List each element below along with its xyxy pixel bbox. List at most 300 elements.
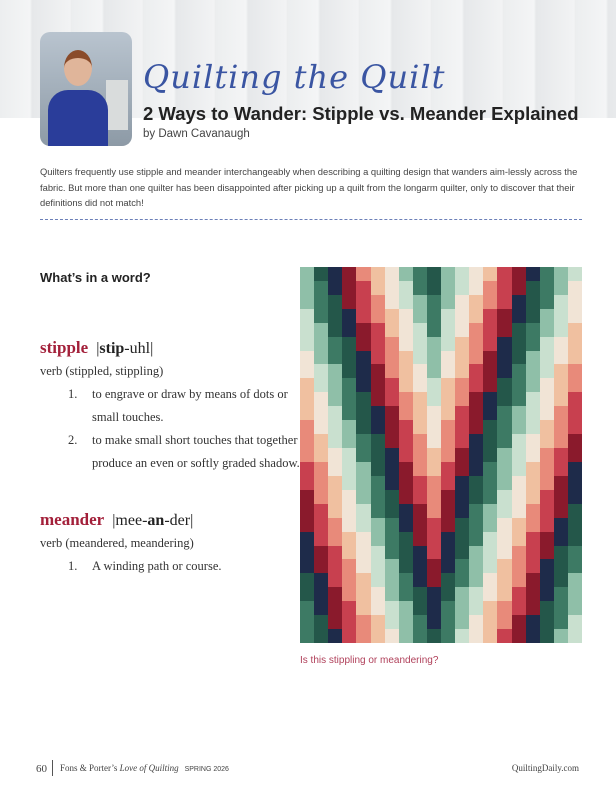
quilt-block <box>540 546 554 560</box>
quilt-block <box>554 309 568 323</box>
quilt-block <box>455 267 469 281</box>
quilt-block <box>483 351 497 365</box>
quilt-block <box>497 573 511 587</box>
quilt-block <box>385 323 399 337</box>
quilt-block <box>399 587 413 601</box>
quilt-block <box>483 295 497 309</box>
quilt-block <box>554 587 568 601</box>
quilt-block <box>399 546 413 560</box>
quilt-block <box>441 559 455 573</box>
quilt-block <box>554 546 568 560</box>
quilt-block <box>526 448 540 462</box>
quilt-block <box>455 309 469 323</box>
quilt-block <box>540 518 554 532</box>
quilt-block <box>568 337 582 351</box>
quilt-block <box>342 378 356 392</box>
quilt-block <box>512 267 526 281</box>
quilt-block <box>314 351 328 365</box>
quilt-block <box>483 546 497 560</box>
quilt-block <box>441 392 455 406</box>
quilt-block <box>385 462 399 476</box>
quilt-block <box>483 434 497 448</box>
quilt-block <box>328 573 342 587</box>
quilt-block <box>512 476 526 490</box>
quilt-block <box>413 364 427 378</box>
quilt-block <box>512 504 526 518</box>
quilt-block <box>554 378 568 392</box>
quilt-block <box>469 615 483 629</box>
quilt-block <box>512 573 526 587</box>
quilt-block <box>540 323 554 337</box>
quilt-block <box>413 267 427 281</box>
quilt-block <box>314 587 328 601</box>
quilt-block <box>526 392 540 406</box>
quilt-block <box>455 615 469 629</box>
quilt-block <box>568 559 582 573</box>
quilt-block <box>469 281 483 295</box>
quilt-block <box>385 337 399 351</box>
quilt-block <box>356 546 370 560</box>
quilt-block <box>314 420 328 434</box>
quilt-block <box>483 267 497 281</box>
quilt-block <box>568 532 582 546</box>
quilt-block <box>300 546 314 560</box>
quilt-block <box>469 490 483 504</box>
quilt-block <box>526 546 540 560</box>
quilt-block <box>554 295 568 309</box>
quilt-block <box>483 406 497 420</box>
quilt-block <box>469 351 483 365</box>
quilt-block <box>371 392 385 406</box>
quilt-block <box>554 406 568 420</box>
quilt-block <box>399 267 413 281</box>
quilt-block <box>554 448 568 462</box>
quilt-block <box>568 309 582 323</box>
quilt-block <box>413 559 427 573</box>
quilt-block <box>328 615 342 629</box>
quilt-block <box>371 309 385 323</box>
quilt-block <box>441 434 455 448</box>
quilt-block <box>385 518 399 532</box>
quilt-block <box>413 392 427 406</box>
quilt-block <box>554 476 568 490</box>
quilt-block <box>469 323 483 337</box>
quilt-block <box>469 309 483 323</box>
quilt-block <box>512 518 526 532</box>
quilt-block <box>540 364 554 378</box>
quilt-block <box>328 337 342 351</box>
quilt-block <box>526 490 540 504</box>
quilt-block <box>554 518 568 532</box>
quilt-block <box>512 587 526 601</box>
quilt-block <box>300 462 314 476</box>
quilt-block <box>328 378 342 392</box>
quilt-block <box>427 476 441 490</box>
quilt-block <box>469 573 483 587</box>
part-of-speech: verb (stippled, stippling) <box>40 364 164 378</box>
quilt-block <box>568 476 582 490</box>
definition-item: 1. to engrave or draw by means of dots or small touches. <box>68 387 288 424</box>
quilt-block <box>385 629 399 643</box>
website: QuiltingDaily.com <box>511 763 579 773</box>
quilt-block <box>540 351 554 365</box>
quilt-block <box>427 573 441 587</box>
quilt-block <box>455 364 469 378</box>
quilt-block <box>554 267 568 281</box>
quilt-block <box>371 462 385 476</box>
quilt-block <box>300 490 314 504</box>
quilt-block <box>455 573 469 587</box>
quilt-block <box>356 462 370 476</box>
quilt-block <box>342 392 356 406</box>
quilt-block <box>427 281 441 295</box>
quilt-block <box>328 406 342 420</box>
quilt-block <box>512 532 526 546</box>
quilt-block <box>441 615 455 629</box>
quilt-block <box>483 518 497 532</box>
quilt-block <box>512 490 526 504</box>
quilt-block <box>413 420 427 434</box>
quilt-block <box>554 573 568 587</box>
quilt-block <box>540 629 554 643</box>
quilt-block <box>455 462 469 476</box>
quilt-block <box>356 323 370 337</box>
quilt-block <box>413 434 427 448</box>
quilt-block <box>554 629 568 643</box>
quilt-block <box>371 518 385 532</box>
quilt-block <box>483 573 497 587</box>
quilt-block <box>497 448 511 462</box>
quilt-block <box>455 420 469 434</box>
quilt-block <box>497 351 511 365</box>
quilt-block <box>342 267 356 281</box>
quilt-block <box>300 406 314 420</box>
quilt-block <box>371 434 385 448</box>
pronunciation: |stip-uhl| <box>96 340 154 357</box>
quilt-block <box>568 587 582 601</box>
quilt-block <box>356 504 370 518</box>
quilt-block <box>342 559 356 573</box>
quilt-block <box>469 337 483 351</box>
quilt-block <box>413 587 427 601</box>
quilt-block <box>413 406 427 420</box>
quilt-block <box>526 323 540 337</box>
quilt-block <box>441 504 455 518</box>
quilt-block <box>328 309 342 323</box>
quilt-block <box>554 462 568 476</box>
quilt-block <box>328 351 342 365</box>
quilt-block <box>455 601 469 615</box>
quilt-block <box>497 406 511 420</box>
quilt-block <box>413 323 427 337</box>
quilt-block <box>300 587 314 601</box>
quilt-block <box>497 434 511 448</box>
quilt-block <box>399 281 413 295</box>
quilt-block <box>469 601 483 615</box>
byline: by Dawn Cavanaugh <box>143 128 250 140</box>
quilt-block <box>469 546 483 560</box>
quilt-block <box>385 587 399 601</box>
quilt-block <box>427 337 441 351</box>
quilt-block <box>540 587 554 601</box>
quilt-block <box>554 364 568 378</box>
quilt-block <box>568 504 582 518</box>
quilt-block <box>413 615 427 629</box>
quilt-block <box>540 309 554 323</box>
quilt-block <box>342 295 356 309</box>
quilt-block <box>399 351 413 365</box>
quilt-block <box>427 448 441 462</box>
quilt-block <box>342 476 356 490</box>
quilt-block <box>356 615 370 629</box>
quilt-block <box>483 309 497 323</box>
quilt-block <box>554 420 568 434</box>
quilt-block <box>512 281 526 295</box>
quilt-block <box>427 420 441 434</box>
quilt-block <box>413 490 427 504</box>
quilt-block <box>526 420 540 434</box>
quilt-block <box>526 295 540 309</box>
quilt-block <box>342 309 356 323</box>
quilt-block <box>371 573 385 587</box>
article-title: 2 Ways to Wander: Stipple vs. Meander Explained <box>143 103 579 124</box>
quilt-block <box>427 434 441 448</box>
quilt-block <box>328 295 342 309</box>
quilt-block <box>328 267 342 281</box>
quilt-block <box>356 601 370 615</box>
quilt-block <box>385 351 399 365</box>
quilt-block <box>512 629 526 643</box>
quilt-block <box>497 337 511 351</box>
quilt-block <box>568 629 582 643</box>
quilt-block <box>300 434 314 448</box>
quilt-block <box>483 559 497 573</box>
quilt-block <box>554 504 568 518</box>
quilt-block <box>300 267 314 281</box>
quilt-block <box>371 406 385 420</box>
quilt-block <box>356 448 370 462</box>
quilt-block <box>314 448 328 462</box>
quilt-block <box>483 629 497 643</box>
quilt-block <box>497 504 511 518</box>
quilt-block <box>483 462 497 476</box>
quilt-block <box>314 267 328 281</box>
quilt-block <box>526 504 540 518</box>
quilt-block <box>314 323 328 337</box>
quilt-block <box>526 378 540 392</box>
quilt-block <box>554 323 568 337</box>
quilt-block <box>441 267 455 281</box>
quilt-block <box>526 434 540 448</box>
quilt-block <box>455 490 469 504</box>
quilt-block <box>469 267 483 281</box>
quilt-block <box>512 559 526 573</box>
quilt-block <box>300 629 314 643</box>
quilt-block <box>455 295 469 309</box>
quilt-block <box>371 546 385 560</box>
quilt-block <box>342 601 356 615</box>
quilt-block <box>342 615 356 629</box>
quilt-block <box>300 476 314 490</box>
definition-stipple <box>40 338 300 475</box>
quilt-block <box>342 406 356 420</box>
quilt-block <box>554 615 568 629</box>
quilt-block <box>526 629 540 643</box>
quilt-block <box>469 448 483 462</box>
quilt-block <box>455 587 469 601</box>
quilt-block <box>342 532 356 546</box>
quilt-block <box>441 490 455 504</box>
quilt-block <box>342 587 356 601</box>
quilt-block <box>385 476 399 490</box>
quilt-block <box>356 629 370 643</box>
quilt-block <box>399 518 413 532</box>
quilt-block <box>300 309 314 323</box>
quilt-block <box>540 532 554 546</box>
footer-separator <box>52 760 53 776</box>
quilt-block <box>328 532 342 546</box>
quilt-block <box>385 490 399 504</box>
quilt-block <box>554 490 568 504</box>
quilt-block <box>568 406 582 420</box>
quilt-block <box>441 532 455 546</box>
quilt-photo <box>300 267 582 643</box>
quilt-block <box>568 351 582 365</box>
pronunciation: |mee-an-der| <box>112 512 194 529</box>
quilt-block <box>300 351 314 365</box>
quilt-block <box>526 518 540 532</box>
quilt-block <box>371 323 385 337</box>
quilt-block <box>469 378 483 392</box>
quilt-block <box>413 337 427 351</box>
quilt-block <box>300 573 314 587</box>
issue-season: SPRING 2026 <box>184 766 229 773</box>
quilt-block <box>342 364 356 378</box>
quilt-block <box>342 518 356 532</box>
quilt-block <box>413 573 427 587</box>
quilt-block <box>314 518 328 532</box>
quilt-block <box>540 295 554 309</box>
quilt-block <box>427 587 441 601</box>
quilt-block <box>413 504 427 518</box>
quilt-block <box>371 476 385 490</box>
quilt-block <box>356 532 370 546</box>
quilt-block <box>455 281 469 295</box>
quilt-block <box>314 532 328 546</box>
quilt-block <box>441 309 455 323</box>
quilt-block <box>385 392 399 406</box>
author-photo <box>40 32 132 146</box>
quilt-block <box>540 601 554 615</box>
quilt-block <box>441 281 455 295</box>
quilt-block <box>497 601 511 615</box>
quilt-block <box>568 546 582 560</box>
quilt-block <box>483 490 497 504</box>
quilt-block <box>342 573 356 587</box>
photo-caption: Is this stippling or meandering? <box>300 655 439 666</box>
quilt-block <box>356 351 370 365</box>
quilt-block <box>441 378 455 392</box>
definition-item: 2. to make small short touches that together produce an even or softly graded shadow. <box>68 433 300 470</box>
quilt-block <box>328 434 342 448</box>
quilt-block <box>540 392 554 406</box>
quilt-block <box>540 267 554 281</box>
quilt-block <box>512 351 526 365</box>
quilt-block <box>328 546 342 560</box>
quilt-block <box>314 504 328 518</box>
quilt-block <box>356 573 370 587</box>
quilt-block <box>399 532 413 546</box>
quilt-block <box>342 546 356 560</box>
quilt-block <box>483 281 497 295</box>
quilt-block <box>328 587 342 601</box>
quilt-block <box>300 532 314 546</box>
quilt-block <box>568 434 582 448</box>
quilt-block <box>455 559 469 573</box>
quilt-block <box>512 309 526 323</box>
quilt-block <box>314 546 328 560</box>
quilt-block <box>497 546 511 560</box>
quilt-block <box>526 573 540 587</box>
quilt-block <box>427 601 441 615</box>
quilt-block <box>441 406 455 420</box>
quilt-block <box>441 546 455 560</box>
quilt-block <box>469 476 483 490</box>
part-of-speech: verb (meandered, meandering) <box>40 536 194 550</box>
quilt-block <box>455 337 469 351</box>
quilt-block <box>342 434 356 448</box>
quilt-block <box>356 378 370 392</box>
quilt-block <box>512 364 526 378</box>
definition-meander <box>40 510 300 578</box>
quilt-block <box>554 601 568 615</box>
quilt-block <box>371 559 385 573</box>
quilt-block <box>314 364 328 378</box>
quilt-block <box>427 629 441 643</box>
quilt-block <box>385 309 399 323</box>
quilt-block <box>483 615 497 629</box>
quilt-block <box>385 406 399 420</box>
section-heading: What’s in a word? <box>40 270 151 285</box>
quilt-block <box>427 462 441 476</box>
quilt-block <box>356 281 370 295</box>
quilt-block <box>568 295 582 309</box>
quilt-block <box>455 476 469 490</box>
quilt-block <box>427 518 441 532</box>
quilt-block <box>483 587 497 601</box>
quilt-block <box>497 267 511 281</box>
quilt-block <box>356 490 370 504</box>
quilt-block <box>540 406 554 420</box>
quilt-block <box>356 420 370 434</box>
quilt-block <box>427 532 441 546</box>
quilt-block <box>497 587 511 601</box>
quilt-block <box>300 615 314 629</box>
quilt-block <box>342 490 356 504</box>
quilt-block <box>385 559 399 573</box>
quilt-block <box>526 532 540 546</box>
quilt-block <box>371 351 385 365</box>
quilt-block <box>371 281 385 295</box>
quilt-block <box>314 406 328 420</box>
quilt-block <box>413 601 427 615</box>
quilt-block <box>314 601 328 615</box>
quilt-block <box>427 546 441 560</box>
quilt-block <box>568 601 582 615</box>
magazine-name: Fons & Porter’s Love of Quilting SPRING 2026 <box>60 763 229 773</box>
quilt-block <box>399 323 413 337</box>
quilt-block <box>483 448 497 462</box>
